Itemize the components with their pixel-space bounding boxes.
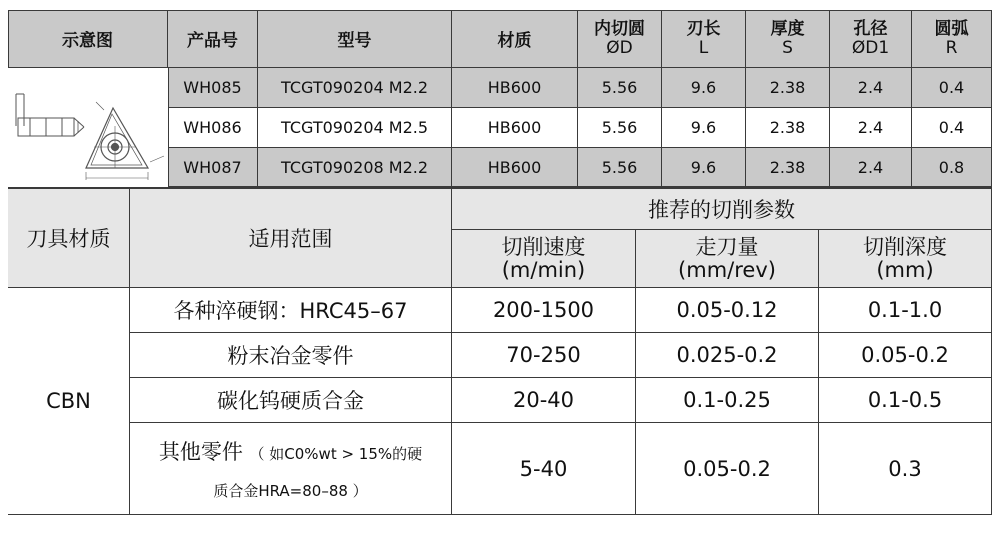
- scope-row4-main: 其他零件: [158, 440, 243, 464]
- header-material: 材质: [452, 10, 578, 68]
- header-arc-symbol: R: [945, 37, 958, 58]
- row3-hole-diameter: 2.4: [830, 148, 912, 187]
- row3-edge-length: 9.6: [662, 148, 746, 187]
- header-hole-diameter-symbol: ØD1: [851, 37, 890, 58]
- depth-row1: 0.1-1.0: [819, 288, 992, 333]
- row1-edge-length: 9.6: [662, 68, 746, 108]
- header-cut-depth: [819, 230, 992, 288]
- row2-thickness: 2.38: [746, 108, 830, 148]
- row1-inner-circle: 5.56: [578, 68, 662, 108]
- header-hole-diameter: [830, 10, 912, 68]
- header-cut-depth-label: 切削深度: [863, 234, 947, 259]
- feed-row3: 0.1-0.25: [636, 378, 819, 423]
- header-feed-label: 走刀量: [695, 234, 759, 259]
- header-cutting-speed-label: 切削速度: [501, 234, 586, 259]
- row2-hole-diameter: 2.4: [830, 108, 912, 148]
- header-diagram: 示意图: [8, 10, 168, 68]
- tool-material-value: CBN: [8, 288, 130, 515]
- row3-inner-circle: 5.56: [578, 148, 662, 187]
- row3-thickness: 2.38: [746, 148, 830, 187]
- header-cutting-speed: [452, 230, 636, 288]
- row1-product-no: WH085: [168, 68, 258, 108]
- header-tool-material: 刀具材质: [8, 189, 130, 288]
- depth-row2: 0.05-0.2: [819, 333, 992, 378]
- row1-material: HB600: [452, 68, 578, 108]
- header-edge-length: [662, 10, 746, 68]
- row2-product-no: WH086: [168, 108, 258, 148]
- scope-row4-note2: 质合金HRA=80–88 ）: [213, 482, 368, 500]
- header-arc: [912, 10, 992, 68]
- row1-arc: 0.4: [912, 68, 992, 108]
- header-thickness-label: 厚度: [770, 18, 805, 39]
- feed-row1: 0.05-0.12: [636, 288, 819, 333]
- row2-edge-length: 9.6: [662, 108, 746, 148]
- row1-model: TCGT090204 M2.2: [258, 68, 452, 108]
- header-cutting-speed-unit: (m/min): [501, 257, 586, 282]
- feed-row2: 0.025-0.2: [636, 333, 819, 378]
- row3-model: TCGT090208 M2.2: [258, 148, 452, 187]
- row1-thickness: 2.38: [746, 68, 830, 108]
- scope-row4-line1: [159, 436, 422, 466]
- header-inner-circle: [578, 10, 662, 68]
- speed-row2: 70-250: [452, 333, 636, 378]
- header-arc-label: 圆弧: [934, 18, 969, 39]
- cutting-params-table: [8, 187, 992, 515]
- row2-model: TCGT090204 M2.5: [258, 108, 452, 148]
- row2-arc: 0.4: [912, 108, 992, 148]
- header-model: 型号: [258, 10, 452, 68]
- feed-row4: 0.05-0.2: [636, 423, 819, 515]
- header-thickness-symbol: S: [782, 37, 793, 58]
- header-product-no: 产品号: [168, 10, 258, 68]
- header-inner-circle-label: 内切圆: [594, 18, 645, 39]
- scope-row3: 碳化钨硬质合金: [130, 378, 452, 423]
- depth-row3: 0.1-0.5: [819, 378, 992, 423]
- product-table: [8, 10, 992, 187]
- header-cut-depth-unit: (mm): [876, 257, 934, 282]
- header-feed: [636, 230, 819, 288]
- insert-diagram-icon: [8, 68, 168, 187]
- scope-row1: 各种淬硬钢：HRC45–67: [130, 288, 452, 333]
- header-inner-circle-symbol: ØD: [606, 37, 633, 58]
- header-scope: 适用范围: [130, 189, 452, 288]
- depth-row4: 0.3: [819, 423, 992, 515]
- header-hole-diameter-label: 孔径: [853, 18, 888, 39]
- speed-row4: 5-40: [452, 423, 636, 515]
- row3-arc: 0.8: [912, 148, 992, 187]
- row3-product-no: WH087: [168, 148, 258, 187]
- row3-material: HB600: [452, 148, 578, 187]
- header-edge-length-label: 刃长: [686, 18, 721, 39]
- scope-row4: [130, 423, 452, 515]
- header-recommended-params: 推荐的切削参数: [452, 189, 992, 230]
- row2-inner-circle: 5.56: [578, 108, 662, 148]
- scope-row4-note1: （ 如C0%wt > 15%的硬: [249, 445, 423, 463]
- scope-row2: 粉末冶金零件: [130, 333, 452, 378]
- speed-row3: 20-40: [452, 378, 636, 423]
- header-thickness: [746, 10, 830, 68]
- speed-row1: 200-1500: [452, 288, 636, 333]
- header-edge-length-symbol: L: [698, 37, 709, 58]
- header-feed-unit: (mm/rev): [678, 257, 776, 282]
- row2-material: HB600: [452, 108, 578, 148]
- row1-hole-diameter: 2.4: [830, 68, 912, 108]
